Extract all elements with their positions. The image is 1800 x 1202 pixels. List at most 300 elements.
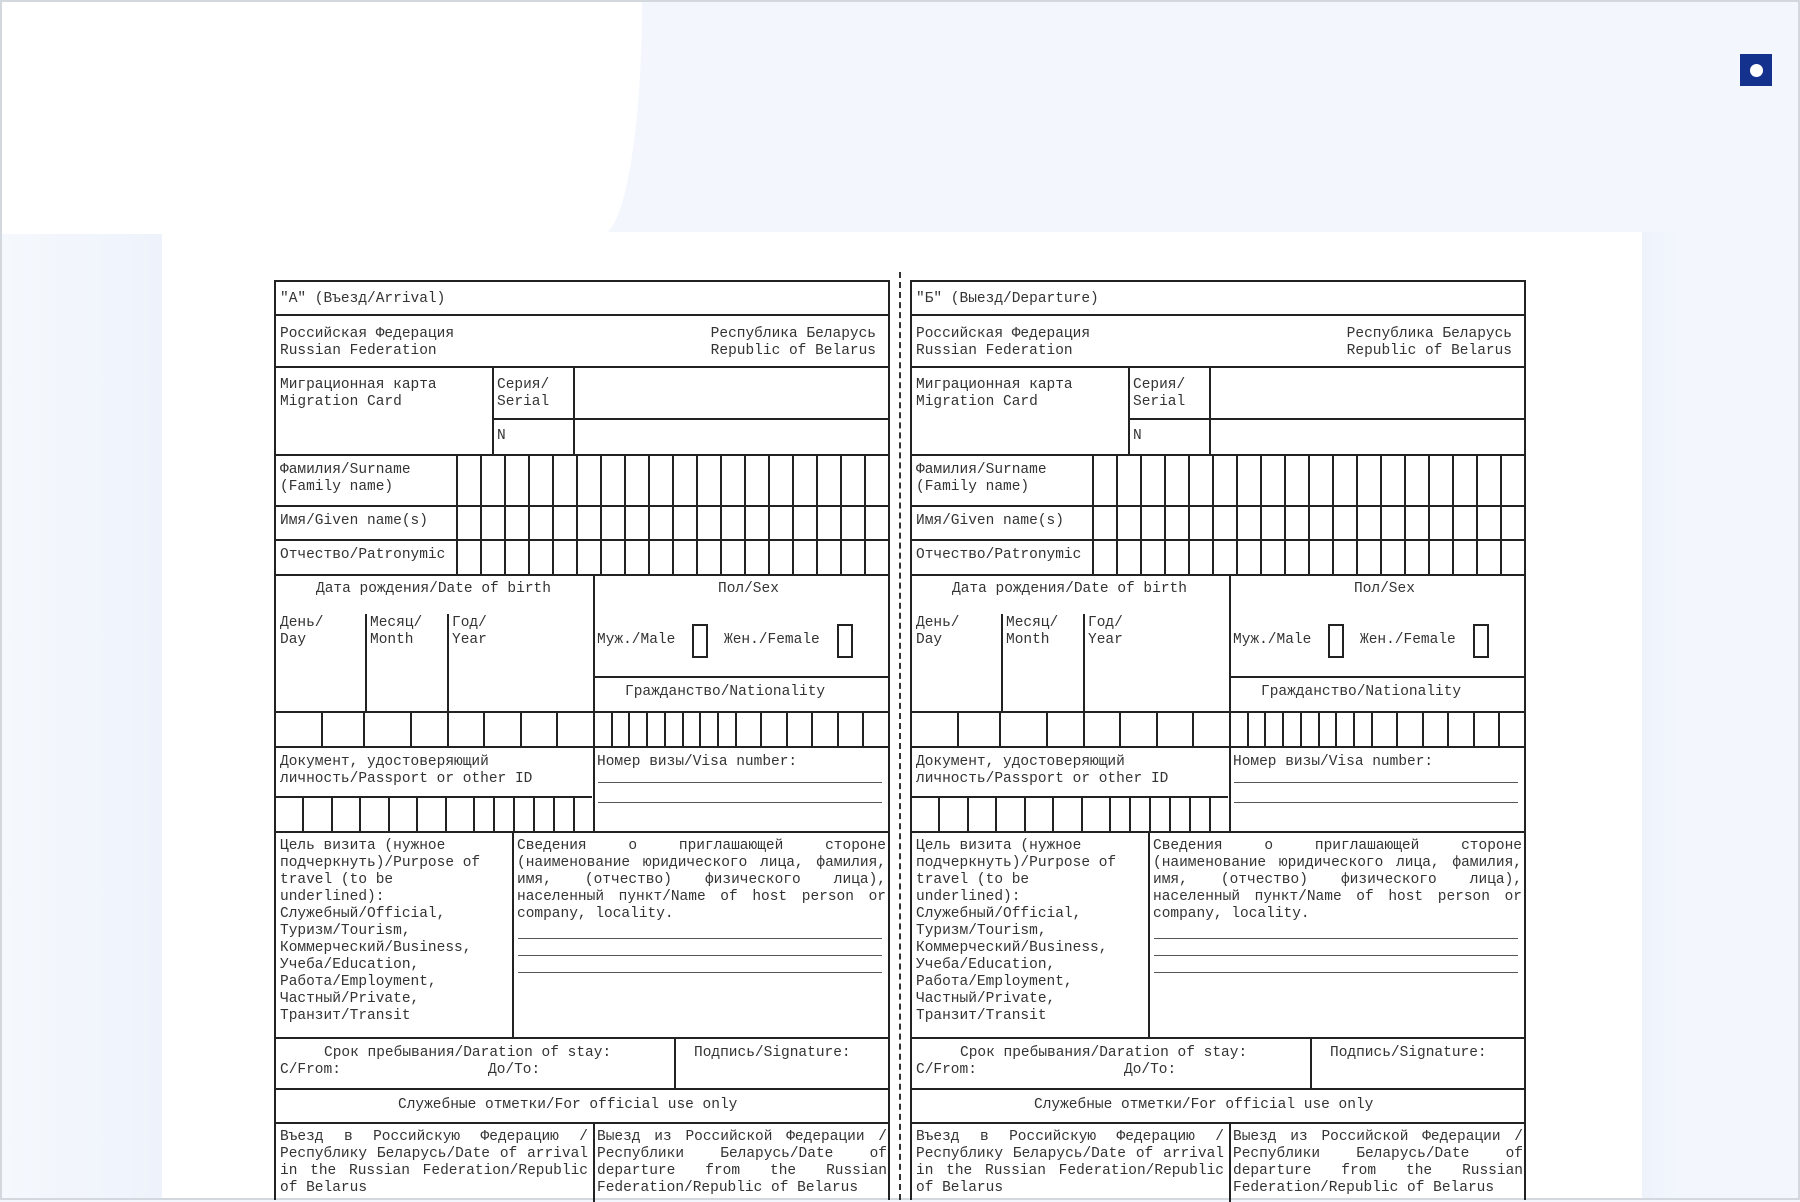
input-cell[interactable] [648, 454, 672, 505]
input-cell[interactable] [672, 454, 696, 505]
female-label: Жен./Female [1360, 632, 1456, 648]
signature-label[interactable]: Подпись/Signature: [1330, 1045, 1487, 1061]
column-divider [1148, 831, 1150, 1037]
input-cell[interactable] [912, 711, 957, 746]
input-cell[interactable] [1447, 711, 1473, 746]
surname-label-1: Фамилия/Surname [280, 462, 411, 478]
given-name-cells[interactable] [456, 505, 888, 539]
surname-cells[interactable] [456, 454, 888, 505]
input-cell[interactable] [1498, 711, 1524, 746]
patronymic-label: Отчество/Patronymic [916, 547, 1082, 563]
host-line-1[interactable] [1154, 938, 1518, 939]
purpose-line: подчеркнуть)/Purpose of [916, 855, 1117, 871]
input-cell[interactable] [628, 711, 646, 746]
number-field[interactable] [575, 420, 888, 454]
input-cell[interactable] [493, 796, 513, 831]
from-label[interactable]: С/From: [280, 1062, 341, 1078]
to-label[interactable]: До/То: [488, 1062, 541, 1078]
surname-label-1: Фамилия/Surname [916, 462, 1047, 478]
passport-cells[interactable] [912, 796, 1229, 831]
row-divider [276, 574, 888, 576]
arrival-date-label: Въезд в Российскую Федерацию /Республику Беларусь/Date of arrival in the Russian Federation/Republic of Belarus [916, 1129, 1224, 1196]
column-divider [1229, 746, 1231, 831]
month-label-ru: Месяц/ [370, 615, 423, 631]
departure-date-label: Выезд из Российской Федерации /Республики Беларусь/Date of departure from the Russian Federation/Republic of Belarus [1233, 1129, 1523, 1196]
nationality-cells[interactable] [1229, 711, 1524, 746]
input-cell[interactable] [1500, 454, 1524, 505]
input-cell[interactable] [1284, 454, 1308, 505]
row-divider [593, 676, 888, 678]
input-cell[interactable] [1332, 454, 1356, 505]
host-line-3[interactable] [1154, 972, 1518, 973]
month-label-ru: Месяц/ [1006, 615, 1059, 631]
input-cell[interactable] [1116, 454, 1140, 505]
input-cell[interactable] [593, 711, 611, 746]
input-cell[interactable] [1169, 796, 1189, 831]
input-cell[interactable] [552, 505, 576, 539]
input-cell[interactable] [792, 505, 816, 539]
purpose-line[interactable]: Служебный/Official, [916, 906, 1082, 922]
male-label: Муж./Male [597, 632, 676, 648]
input-cell[interactable] [456, 454, 480, 505]
input-cell[interactable] [1476, 454, 1500, 505]
row-divider [276, 1088, 888, 1090]
purpose-line[interactable]: Частный/Private, [280, 991, 420, 1007]
input-cell[interactable] [1308, 539, 1332, 574]
purpose-line[interactable]: Работа/Employment, [916, 974, 1073, 990]
input-cell[interactable] [445, 796, 473, 831]
input-cell[interactable] [611, 711, 629, 746]
input-cell[interactable] [864, 454, 888, 505]
input-cell[interactable] [1380, 505, 1404, 539]
input-cell[interactable] [1024, 796, 1052, 831]
input-cell[interactable] [648, 539, 672, 574]
row-divider [276, 1122, 888, 1124]
input-cell[interactable] [1046, 711, 1083, 746]
input-cell[interactable] [600, 539, 624, 574]
input-cell[interactable] [720, 454, 744, 505]
input-cell[interactable] [480, 505, 504, 539]
purpose-line: travel (to be [280, 872, 394, 888]
record-dot-icon [1750, 64, 1763, 77]
input-cell[interactable] [1428, 539, 1452, 574]
input-cell[interactable] [321, 711, 364, 746]
input-cell[interactable] [1356, 539, 1380, 574]
country-right-en: Republic of Belarus [710, 343, 876, 359]
input-cell[interactable] [760, 711, 786, 746]
input-cell[interactable] [1282, 711, 1300, 746]
dob-cells[interactable] [912, 711, 1229, 746]
input-cell[interactable] [1212, 454, 1236, 505]
purpose-line: Цель визита (нужное [916, 838, 1082, 854]
input-cell[interactable] [600, 454, 624, 505]
input-cell[interactable] [1500, 505, 1524, 539]
number-field[interactable] [1211, 420, 1524, 454]
purpose-line[interactable]: Коммерческий/Business, [280, 940, 472, 956]
male-label: Муж./Male [1233, 632, 1312, 648]
input-cell[interactable] [624, 505, 648, 539]
month-label-en: Month [370, 632, 414, 648]
input-cell[interactable] [504, 539, 528, 574]
input-cell[interactable] [600, 505, 624, 539]
input-cell[interactable] [664, 711, 682, 746]
input-cell[interactable] [1473, 711, 1499, 746]
column-divider [1128, 366, 1130, 454]
input-cell[interactable] [864, 505, 888, 539]
input-cell[interactable] [699, 711, 717, 746]
passport-cells[interactable] [276, 796, 593, 831]
input-cell[interactable] [528, 539, 552, 574]
male-checkbox[interactable] [1328, 624, 1344, 658]
patronymic-cells[interactable] [1092, 539, 1524, 574]
input-cell[interactable] [1092, 539, 1116, 574]
input-cell[interactable] [1308, 505, 1332, 539]
input-cell[interactable] [768, 539, 792, 574]
row-divider [1229, 676, 1524, 678]
purpose-line[interactable]: Частный/Private, [916, 991, 1056, 1007]
input-cell[interactable] [1092, 454, 1116, 505]
host-line-2[interactable] [1154, 955, 1518, 956]
input-cell[interactable] [1140, 454, 1164, 505]
input-cell[interactable] [792, 539, 816, 574]
input-cell[interactable] [1284, 505, 1308, 539]
input-cell[interactable] [840, 505, 864, 539]
year-label-en: Year [1088, 632, 1123, 648]
input-cell[interactable] [1209, 796, 1229, 831]
input-cell[interactable] [1140, 539, 1164, 574]
input-cell[interactable] [456, 505, 480, 539]
input-cell[interactable] [1335, 711, 1353, 746]
input-cell[interactable] [1356, 505, 1380, 539]
dob-cells[interactable] [276, 711, 593, 746]
input-cell[interactable] [696, 505, 720, 539]
column-divider [1229, 1122, 1231, 1202]
input-cell[interactable] [999, 711, 1046, 746]
input-cell[interactable] [1236, 454, 1260, 505]
input-cell[interactable] [1452, 505, 1476, 539]
row-divider [912, 1122, 1524, 1124]
patronymic-cells[interactable] [456, 539, 888, 574]
female-checkbox[interactable] [837, 624, 853, 658]
number-label: N [497, 428, 506, 444]
card-label-en: Migration Card [280, 394, 402, 410]
visa-label: Номер визы/Visa number: [1233, 754, 1434, 770]
input-cell[interactable] [388, 796, 416, 831]
input-cell[interactable] [735, 711, 761, 746]
row-divider [276, 746, 888, 748]
input-cell[interactable] [720, 505, 744, 539]
input-cell[interactable] [1332, 539, 1356, 574]
input-cell[interactable] [1353, 711, 1371, 746]
input-cell[interactable] [1188, 505, 1212, 539]
row-divider [912, 314, 1524, 316]
input-cell[interactable] [504, 505, 528, 539]
input-cell[interactable] [473, 796, 493, 831]
patronymic-label: Отчество/Patronymic [280, 547, 446, 563]
input-cell[interactable] [816, 539, 840, 574]
form-header: "Б" (Выезд/Departure) [916, 291, 1099, 307]
input-cell[interactable] [768, 505, 792, 539]
input-cell[interactable] [552, 539, 576, 574]
input-cell[interactable] [811, 711, 837, 746]
departure-date-label: Выезд из Российской Федерации /Республики Беларусь/Date of departure from the Russian Federation/Republic of Belarus [597, 1129, 887, 1196]
input-cell[interactable] [1092, 505, 1116, 539]
input-cell[interactable] [1192, 711, 1229, 746]
input-cell[interactable] [552, 454, 576, 505]
input-cell[interactable] [1149, 796, 1169, 831]
input-cell[interactable] [576, 539, 600, 574]
input-cell[interactable] [967, 796, 995, 831]
input-cell[interactable] [1188, 539, 1212, 574]
input-cell[interactable] [912, 796, 938, 831]
serial-field[interactable] [1211, 368, 1524, 418]
input-cell[interactable] [1371, 711, 1397, 746]
input-cell[interactable] [938, 796, 966, 831]
from-label[interactable]: С/From: [916, 1062, 977, 1078]
input-cell[interactable] [1260, 505, 1284, 539]
input-cell[interactable] [995, 796, 1023, 831]
card-label-en: Migration Card [916, 394, 1038, 410]
visa-line-2[interactable] [598, 802, 882, 803]
input-cell[interactable] [840, 539, 864, 574]
input-cell[interactable] [816, 505, 840, 539]
purpose-line: underlined): [280, 889, 385, 905]
input-cell[interactable] [276, 711, 321, 746]
input-cell[interactable] [1300, 711, 1318, 746]
input-cell[interactable] [1396, 711, 1422, 746]
purpose-line[interactable]: Туризм/Tourism, [916, 923, 1047, 939]
row-divider [912, 1088, 1524, 1090]
given-name-label: Имя/Given name(s) [916, 513, 1064, 529]
purpose-line[interactable]: Учеба/Education, [916, 957, 1056, 973]
input-cell[interactable] [696, 454, 720, 505]
input-cell[interactable] [1500, 539, 1524, 574]
input-cell[interactable] [359, 796, 387, 831]
input-cell[interactable] [556, 711, 593, 746]
input-cell[interactable] [528, 505, 552, 539]
visa-line-1[interactable] [1234, 782, 1518, 783]
input-cell[interactable] [1109, 796, 1129, 831]
input-cell[interactable] [1116, 539, 1140, 574]
input-cell[interactable] [1476, 539, 1500, 574]
input-cell[interactable] [1116, 505, 1140, 539]
input-cell[interactable] [720, 539, 744, 574]
input-cell[interactable] [1164, 454, 1188, 505]
female-label: Жен./Female [724, 632, 820, 648]
input-cell[interactable] [1083, 711, 1120, 746]
row-divider [276, 314, 888, 316]
purpose-line: underlined): [916, 889, 1021, 905]
row-divider [912, 831, 1524, 833]
host-line-1[interactable] [518, 938, 882, 939]
input-cell[interactable] [302, 796, 330, 831]
input-cell[interactable] [1404, 454, 1428, 505]
input-cell[interactable] [864, 539, 888, 574]
input-cell[interactable] [1164, 505, 1188, 539]
column-divider [1310, 1037, 1312, 1088]
input-cell[interactable] [1404, 539, 1428, 574]
input-cell[interactable] [1052, 796, 1080, 831]
input-cell[interactable] [533, 796, 553, 831]
purpose-line[interactable]: Работа/Employment, [280, 974, 437, 990]
input-cell[interactable] [456, 539, 480, 574]
input-cell[interactable] [744, 539, 768, 574]
row-divider [912, 574, 1524, 576]
input-cell[interactable] [1188, 454, 1212, 505]
input-cell[interactable] [331, 796, 359, 831]
input-cell[interactable] [1356, 454, 1380, 505]
input-cell[interactable] [553, 796, 573, 831]
input-cell[interactable] [1260, 454, 1284, 505]
purpose-line[interactable]: Учеба/Education, [280, 957, 420, 973]
host-info-label: Сведения о приглашающей стороне (наименование юридического лица, фамилия, имя, (отчество) физического лица), населенный пункт/Name of host person or company, locality. [517, 838, 886, 922]
input-cell[interactable] [483, 711, 520, 746]
input-cell[interactable] [1212, 505, 1236, 539]
input-cell[interactable] [624, 539, 648, 574]
input-cell[interactable] [1332, 505, 1356, 539]
column-divider [1001, 614, 1003, 711]
host-line-2[interactable] [518, 955, 882, 956]
column-divider [1083, 614, 1085, 711]
input-cell[interactable] [768, 454, 792, 505]
input-cell[interactable] [363, 711, 410, 746]
input-cell[interactable] [672, 505, 696, 539]
country-left-ru: Российская Федерация [280, 326, 455, 342]
female-checkbox[interactable] [1473, 624, 1489, 658]
input-cell[interactable] [646, 711, 664, 746]
input-cell[interactable] [480, 454, 504, 505]
input-cell[interactable] [1318, 711, 1336, 746]
input-cell[interactable] [1284, 539, 1308, 574]
purpose-line[interactable]: Транзит/Transit [280, 1008, 411, 1024]
input-cell[interactable] [1236, 505, 1260, 539]
passport-label-2: личность/Passport or other ID [916, 771, 1169, 787]
column-divider [674, 1037, 676, 1088]
input-cell[interactable] [480, 539, 504, 574]
visa-line-2[interactable] [1234, 802, 1518, 803]
input-cell[interactable] [744, 454, 768, 505]
input-cell[interactable] [840, 454, 864, 505]
input-cell[interactable] [1308, 454, 1332, 505]
background-panel [2, 2, 642, 234]
input-cell[interactable] [816, 454, 840, 505]
nationality-label: Гражданство/Nationality [625, 684, 826, 700]
input-cell[interactable] [682, 711, 700, 746]
input-cell[interactable] [1189, 796, 1209, 831]
input-cell[interactable] [1247, 711, 1265, 746]
input-cell[interactable] [1140, 505, 1164, 539]
input-cell[interactable] [504, 454, 528, 505]
given-name-cells[interactable] [1092, 505, 1524, 539]
column-divider [365, 614, 367, 711]
input-cell[interactable] [276, 796, 302, 831]
input-cell[interactable] [672, 539, 696, 574]
host-line-3[interactable] [518, 972, 882, 973]
input-cell[interactable] [520, 711, 557, 746]
to-label[interactable]: До/То: [1124, 1062, 1177, 1078]
input-cell[interactable] [786, 711, 812, 746]
serial-field[interactable] [575, 368, 888, 418]
input-cell[interactable] [1452, 454, 1476, 505]
input-cell[interactable] [1119, 711, 1156, 746]
input-cell[interactable] [1129, 796, 1149, 831]
input-cell[interactable] [696, 539, 720, 574]
input-cell[interactable] [717, 711, 735, 746]
stay-label: Срок пребывания/Daration of stay: [324, 1045, 612, 1061]
input-cell[interactable] [1380, 539, 1404, 574]
input-cell[interactable] [410, 711, 447, 746]
input-cell[interactable] [1164, 539, 1188, 574]
surname-cells[interactable] [1092, 454, 1524, 505]
input-cell[interactable] [744, 505, 768, 539]
male-checkbox[interactable] [692, 624, 708, 658]
country-right-ru: Республика Беларусь [710, 326, 876, 342]
input-cell[interactable] [1260, 539, 1284, 574]
purpose-line[interactable]: Служебный/Official, [280, 906, 446, 922]
input-cell[interactable] [792, 454, 816, 505]
day-label-ru: День/ [916, 615, 960, 631]
nationality-cells[interactable] [593, 711, 888, 746]
input-cell[interactable] [1156, 711, 1193, 746]
number-label: N [1133, 428, 1142, 444]
purpose-line[interactable]: Коммерческий/Business, [916, 940, 1108, 956]
purpose-line[interactable]: Туризм/Tourism, [280, 923, 411, 939]
input-cell[interactable] [1476, 505, 1500, 539]
row-divider [276, 1037, 888, 1039]
day-label-en: Day [916, 632, 943, 648]
year-label-en: Year [452, 632, 487, 648]
input-cell[interactable] [1081, 796, 1109, 831]
input-cell[interactable] [528, 454, 552, 505]
purpose-of-travel [916, 838, 1146, 1025]
input-cell[interactable] [837, 711, 863, 746]
input-cell[interactable] [1422, 711, 1448, 746]
passport-label-1: Документ, удостоверяющий [916, 754, 1125, 770]
input-cell[interactable] [513, 796, 533, 831]
input-cell[interactable] [573, 796, 593, 831]
purpose-line[interactable]: Транзит/Transit [916, 1008, 1047, 1024]
input-cell[interactable] [957, 711, 1000, 746]
input-cell[interactable] [862, 711, 888, 746]
passport-label-2: личность/Passport or other ID [280, 771, 533, 787]
record-button[interactable] [1740, 54, 1772, 86]
signature-label[interactable]: Подпись/Signature: [694, 1045, 851, 1061]
input-cell[interactable] [576, 505, 600, 539]
input-cell[interactable] [576, 454, 600, 505]
row-divider [912, 1037, 1524, 1039]
input-cell[interactable] [1428, 505, 1452, 539]
input-cell[interactable] [1404, 505, 1428, 539]
input-cell[interactable] [1236, 539, 1260, 574]
input-cell[interactable] [1380, 454, 1404, 505]
input-cell[interactable] [1452, 539, 1476, 574]
input-cell[interactable] [447, 711, 484, 746]
input-cell[interactable] [1229, 711, 1247, 746]
input-cell[interactable] [624, 454, 648, 505]
year-label-ru: Год/ [1088, 615, 1123, 631]
input-cell[interactable] [1212, 539, 1236, 574]
sex-label: Пол/Sex [1354, 581, 1415, 597]
purpose-line: travel (to be [916, 872, 1030, 888]
visa-line-1[interactable] [598, 782, 882, 783]
input-cell[interactable] [648, 505, 672, 539]
input-cell[interactable] [416, 796, 444, 831]
day-label-en: Day [280, 632, 307, 648]
input-cell[interactable] [1264, 711, 1282, 746]
card-label-ru: Миграционная карта [280, 377, 437, 393]
input-cell[interactable] [1428, 454, 1452, 505]
visa-label: Номер визы/Visa number: [597, 754, 798, 770]
